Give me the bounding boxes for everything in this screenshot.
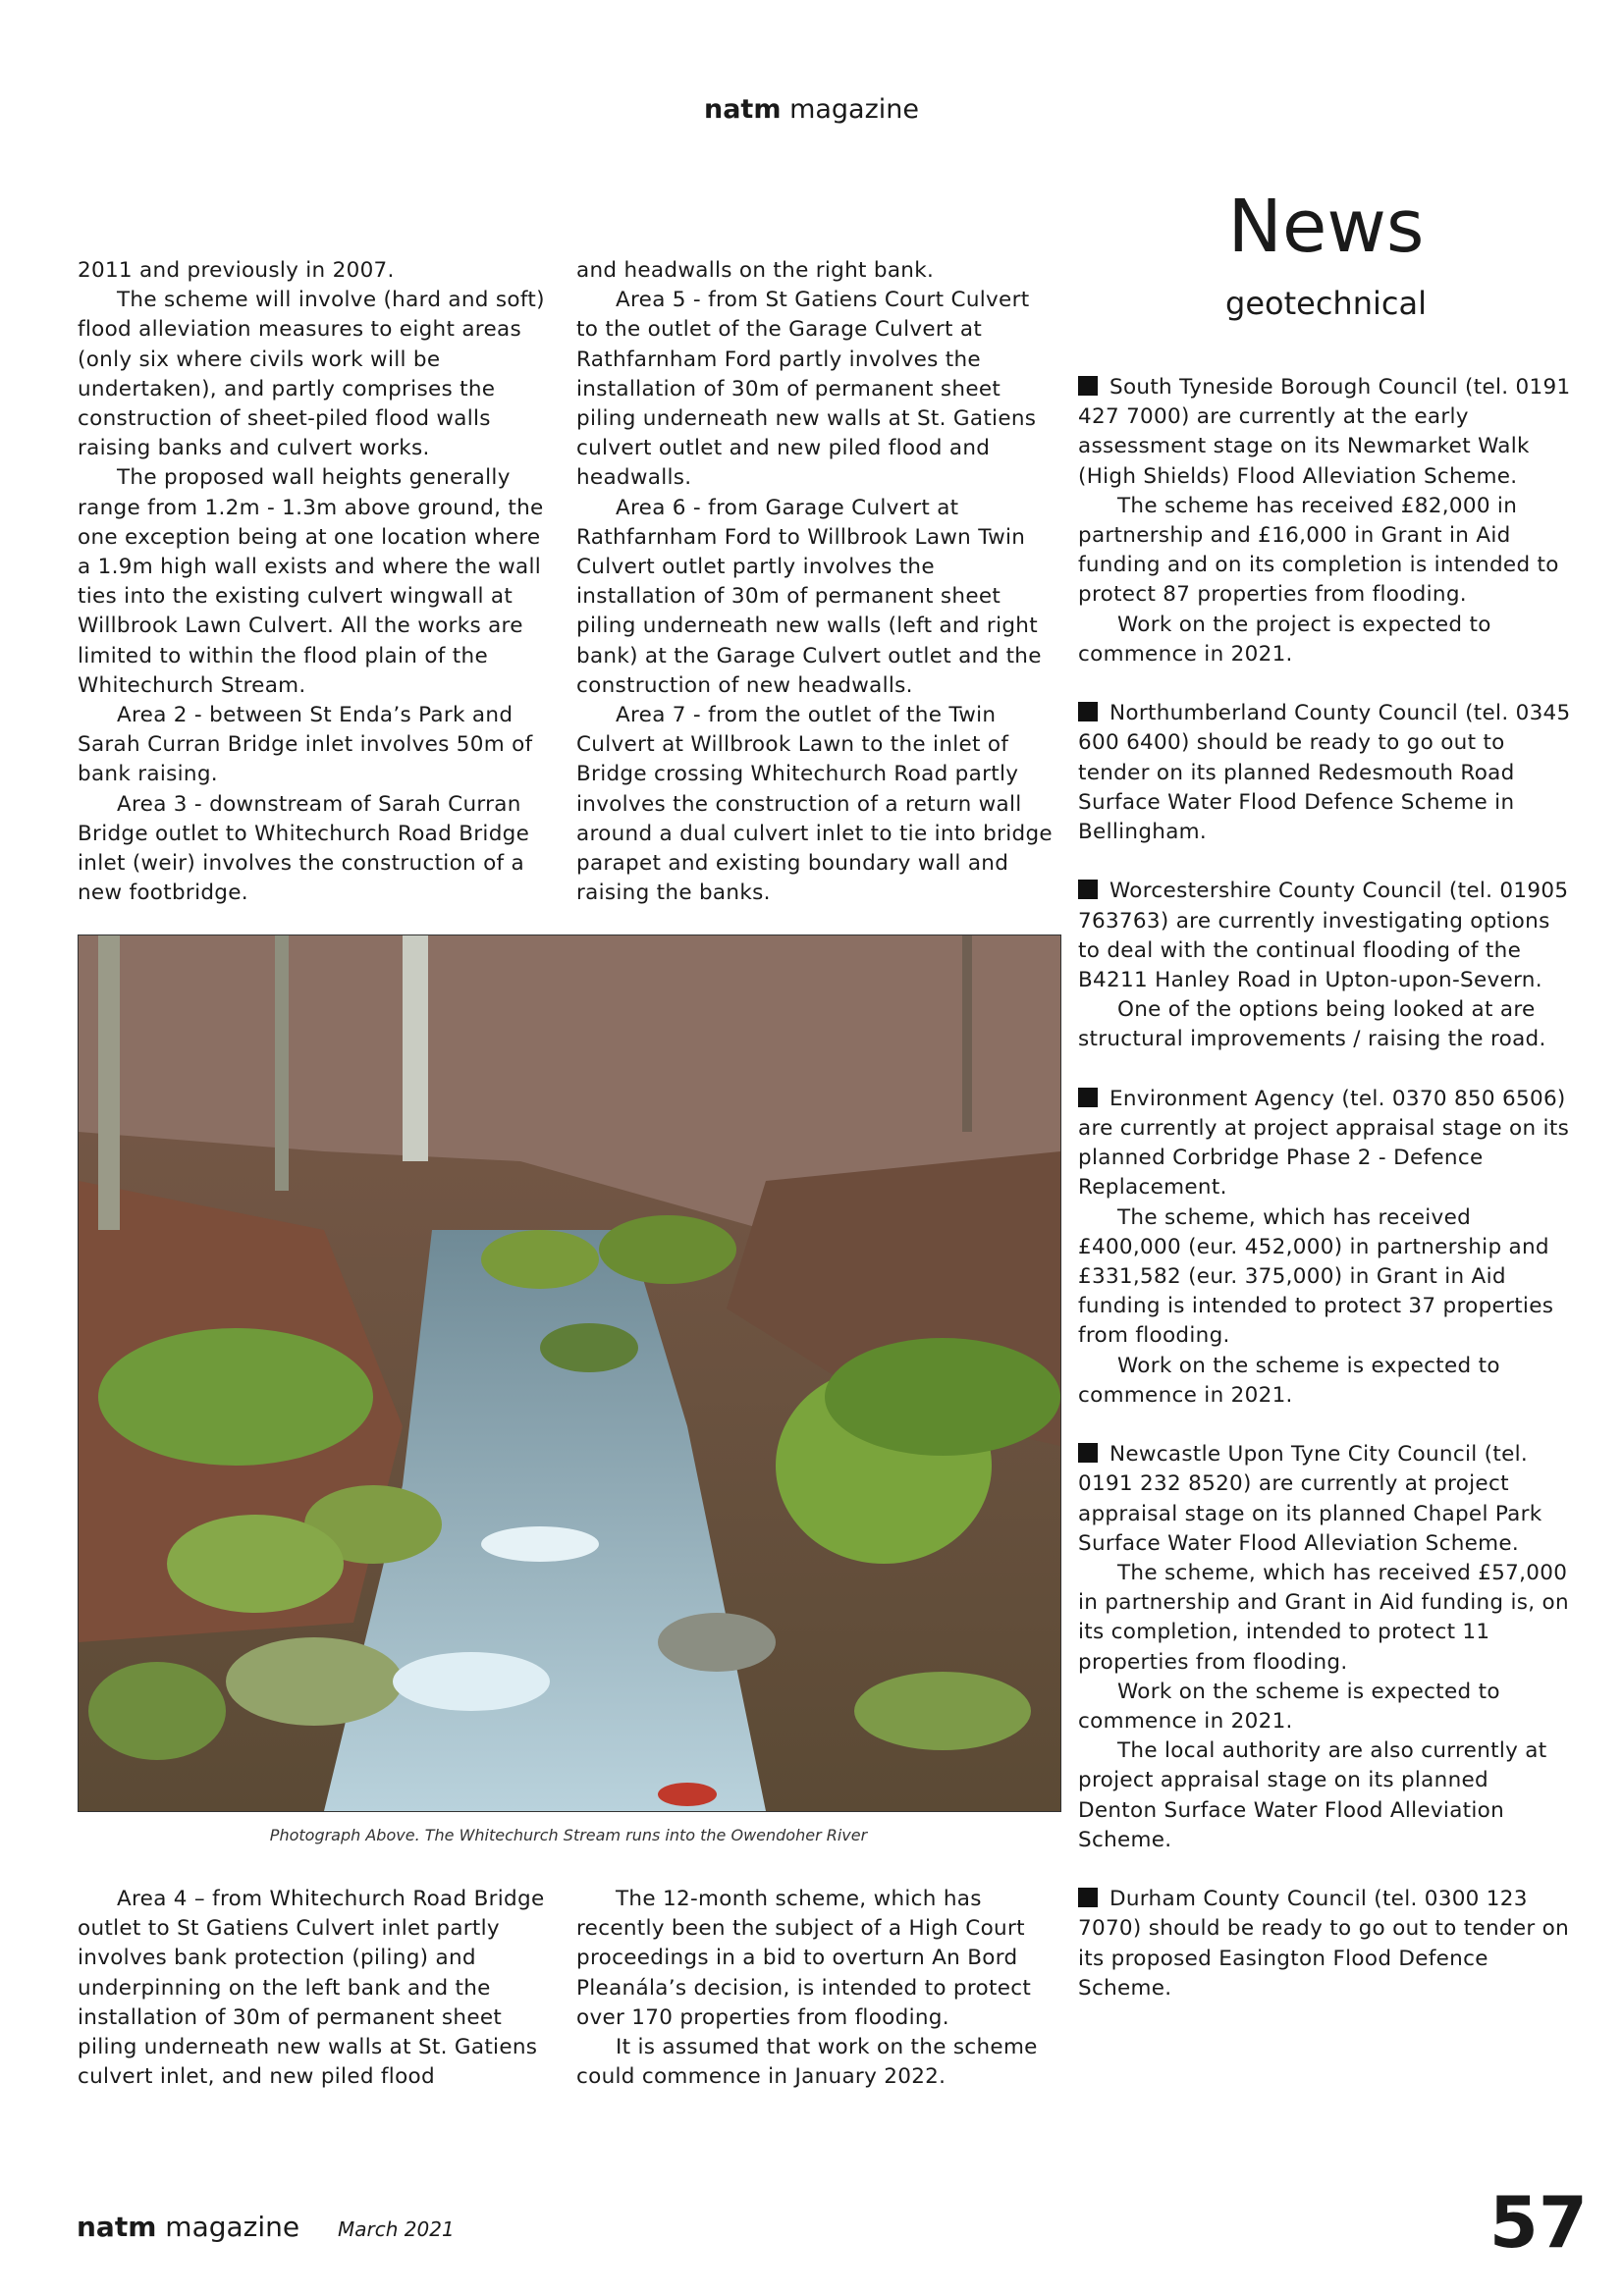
paragraph: Area 7 - from the outlet of the Twin Culvert at Willbrook Lawn to the inlet of Bridge crossing Whitechurch Road partly involves the construction of a return wall around a dual culvert inlet to tie into bridge parapet and existing boundary wall and raising the banks. [576,703,1053,906]
photo-caption: Photograph Above. The Whitechurch Stream runs into the Owendoher River [269,1826,868,1844]
footer-brand-bold: natm [77,2211,157,2243]
paragraph: Area 2 - between St Enda’s Park and Sarah Curran Bridge inlet involves 50m of bank raising. [78,703,533,787]
footer-brand-rest: magazine [165,2211,300,2243]
news-column [1078,373,1574,2033]
paragraph: Work on the project is expected to commence in 2021. [1078,612,1491,667]
news-item-lead-text: Environment Agency (tel. 0370 850 6506) are currently at project appraisal stage on its planned Corbridge Phase 2 - Defence Replacement. [1078,1086,1570,1201]
paragraph: The scheme will involve (hard and soft) flood alleviation measures to eight areas (only six where civils work will be undertaken), and partly comprises the construction of sheet-piled flood walls raising banks and culvert works. [78,288,545,461]
square-bullet-icon [1078,376,1098,396]
news-item [1078,373,1574,669]
square-bullet-icon [1078,1088,1098,1107]
paragraph: The local authority are also currently at project appraisal stage on its planned Denton Surface Water Flood Alleviation Scheme. [1078,1738,1547,1852]
paragraph: One of the options being looked at are structural improvements / raising the road. [1078,997,1546,1052]
column-middle-top [576,256,1057,908]
column-left-top [78,256,549,908]
paragraph: Area 4 – from Whitechurch Road Bridge outlet to St Gatiens Culvert inlet partly involves bank protection (piling) and underpinning on the left bank and the installation of 30m of permanent sheet piling underneath new walls at St. Gatiens culvert inlet, and new piled flood [78,1887,545,2090]
issue-date: March 2021 [338,2217,455,2241]
stream-photograph [78,934,1061,1812]
header-brand-bold: natm [703,94,782,125]
footer [77,2211,455,2243]
news-item-lead [1078,1085,1574,1203]
column-middle-bottom [576,1885,1057,2092]
news-item [1078,1440,1574,1855]
square-bullet-icon [1078,880,1098,899]
square-bullet-icon [1078,702,1098,721]
paragraph: Area 6 - from Garage Culvert at Rathfarnham Ford to Willbrook Lawn Twin Culvert outlet partly involves the installation of 30m of permanent sheet piling underneath new walls (left and right bank) at the Garage Culvert outlet and the construction of new headwalls. [576,495,1042,698]
paragraph: It is assumed that work on the scheme could commence in January 2022. [576,2035,1038,2090]
paragraph: The scheme has received £82,000 in partnership and £16,000 in Grant in Aid funding and on its completion is intended to protect 87 properties from flooding. [1078,493,1559,608]
news-item [1078,1885,1574,2003]
news-item [1078,1085,1574,1411]
news-item-lead [1078,1440,1574,1559]
news-item-lead [1078,699,1574,847]
section-title: News [1227,185,1425,269]
paragraph: Work on the scheme is expected to commence in 2021. [1078,1679,1500,1735]
paragraph: Area 5 - from St Gatiens Court Culvert to the outlet of the Garage Culvert at Rathfarnham Ford partly involves the installation of 30m of permanent sheet piling underneath new walls at St. Gatiens culvert outlet and new piled flood and headwalls. [576,288,1037,491]
section-subtitle: geotechnical [1225,285,1427,322]
news-item-lead-text: Newcastle Upon Tyne City Council (tel. 0191 232 8520) are currently at project appraisal stage on its planned Chapel Park Surface Water Flood Alleviation Scheme. [1078,1442,1542,1556]
news-item-lead-text: Worcestershire County Council (tel. 01905 763763) are currently investigating options to deal with the continual flooding of the B4211 Hanley Road in Upton-upon-Severn. [1078,879,1569,993]
news-item-lead-text: Northumberland County Council (tel. 0345 600 6400) should be ready to go out to tender on its planned Redesmouth Road Surface Water Flood Defence Scheme in Bellingham. [1078,701,1571,845]
paragraph: Work on the scheme is expected to commence in 2021. [1078,1353,1500,1408]
paragraph: The 12-month scheme, which has recently been the subject of a High Court proceedings in a bid to overturn An Bord Pleanála’s decision, is intended to protect over 170 properties from flooding. [576,1887,1032,2030]
paragraph: The scheme, which has received £400,000 (eur. 452,000) in partnership and £331,582 (eur. 375,000) in Grant in Aid funding is intended to protect 37 properties from flooding. [1078,1204,1554,1349]
header-brand-rest: magazine [789,94,919,125]
news-item-lead [1078,877,1574,995]
paragraph: 2011 and previously in 2007. [78,258,395,283]
square-bullet-icon [1078,1443,1098,1463]
paragraph: The scheme, which has received £57,000 in partnership and Grant in Aid funding is, on its completion, intended to protect 11 properties from flooding. [1078,1561,1569,1675]
page-number: 57 [1488,2181,1588,2264]
paragraph: The proposed wall heights generally range from 1.2m - 1.3m above ground, the one exception being at one location where a 1.9m high wall exists and where the wall ties into the existing culvert wingwall at Willbrook Lawn Culvert. All the works are limited to within the flood plain of the Whitechurch Stream. [78,465,544,698]
running-header [0,94,1623,125]
news-item [1078,877,1574,1054]
news-item-lead [1078,373,1574,492]
news-item [1078,699,1574,847]
news-item-lead-text: South Tyneside Borough Council (tel. 0191 427 7000) are currently at the early assessment stage on its Newmarket Walk (High Shields) Flood Alleviation Scheme. [1078,375,1571,489]
square-bullet-icon [1078,1888,1098,1907]
paragraph: Area 3 - downstream of Sarah Curran Bridge outlet to Whitechurch Road Bridge inlet (weir) involves the construction of a new footbridge. [78,791,530,906]
news-item-lead-text: Durham County Council (tel. 0300 123 7070) should be ready to go out to tender on its proposed Easington Flood Defence Scheme. [1078,1887,1570,2001]
news-item-lead [1078,1885,1574,2003]
column-left-bottom [78,1885,559,2092]
paragraph: and headwalls on the right bank. [576,258,935,283]
